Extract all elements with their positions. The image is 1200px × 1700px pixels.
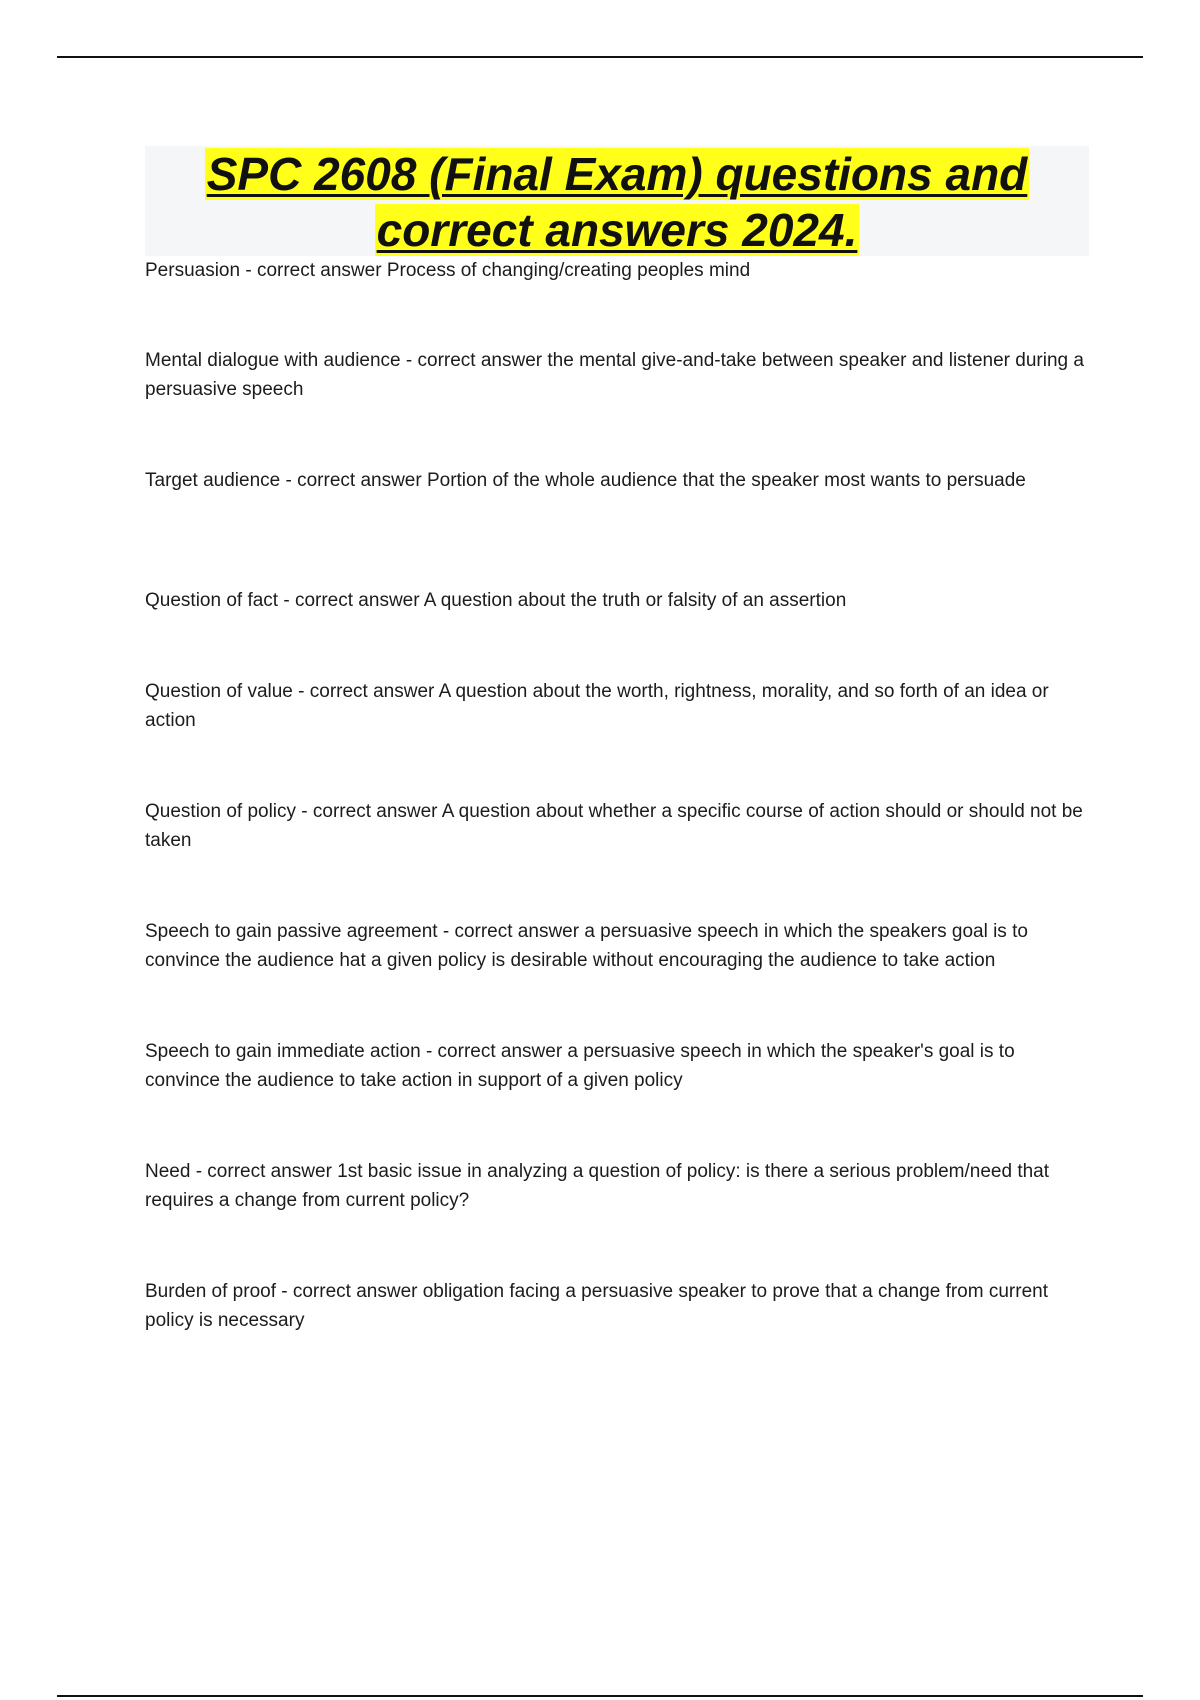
qa-entry-immediate-action: Speech to gain immediate action - correct answer a persuasive speech in which the speaker's goal is to convince the audience to take action in support of a given policy — [145, 1041, 1015, 1091]
document-title-text: SPC 2608 (Final Exam) questions and correct answers 2024. — [206, 148, 1028, 256]
qa-entry-mental-dialogue: Mental dialogue with audience - correct answer the mental give-and-take between speaker and listener during a persuasive speech — [145, 350, 1084, 400]
top-rule — [57, 56, 1143, 58]
qa-entry-question-of-fact: Question of fact - correct answer A question about the truth or falsity of an assertion — [145, 590, 847, 611]
qa-entry-question-of-value: Question of value - correct answer A question about the worth, rightness, morality, and so forth of an idea or action — [145, 681, 1049, 731]
qa-entry-target-audience: Target audience - correct answer Portion of the whole audience that the speaker most wants to persuade — [145, 470, 1026, 491]
qa-entry-passive-agreement: Speech to gain passive agreement - correct answer a persuasive speech in which the speakers goal is to convince the audience hat a given policy is desirable without encouraging the audience to take action — [145, 921, 1028, 971]
title-block — [145, 146, 1089, 256]
qa-entry-need: Need - correct answer 1st basic issue in analyzing a question of policy: is there a serious problem/need that requires a change from current policy? — [145, 1161, 1050, 1211]
qa-entry-burden-of-proof: Burden of proof - correct answer obligation facing a persuasive speaker to prove that a change from current policy is necessary — [145, 1281, 1048, 1331]
qa-entry-persuasion: Persuasion - correct answer Process of changing/creating peoples mind — [145, 260, 751, 281]
document-title — [145, 146, 1089, 258]
qa-entry-question-of-policy: Question of policy - correct answer A question about whether a specific course of action should or should not be taken — [145, 801, 1083, 851]
bottom-rule — [57, 1695, 1143, 1697]
